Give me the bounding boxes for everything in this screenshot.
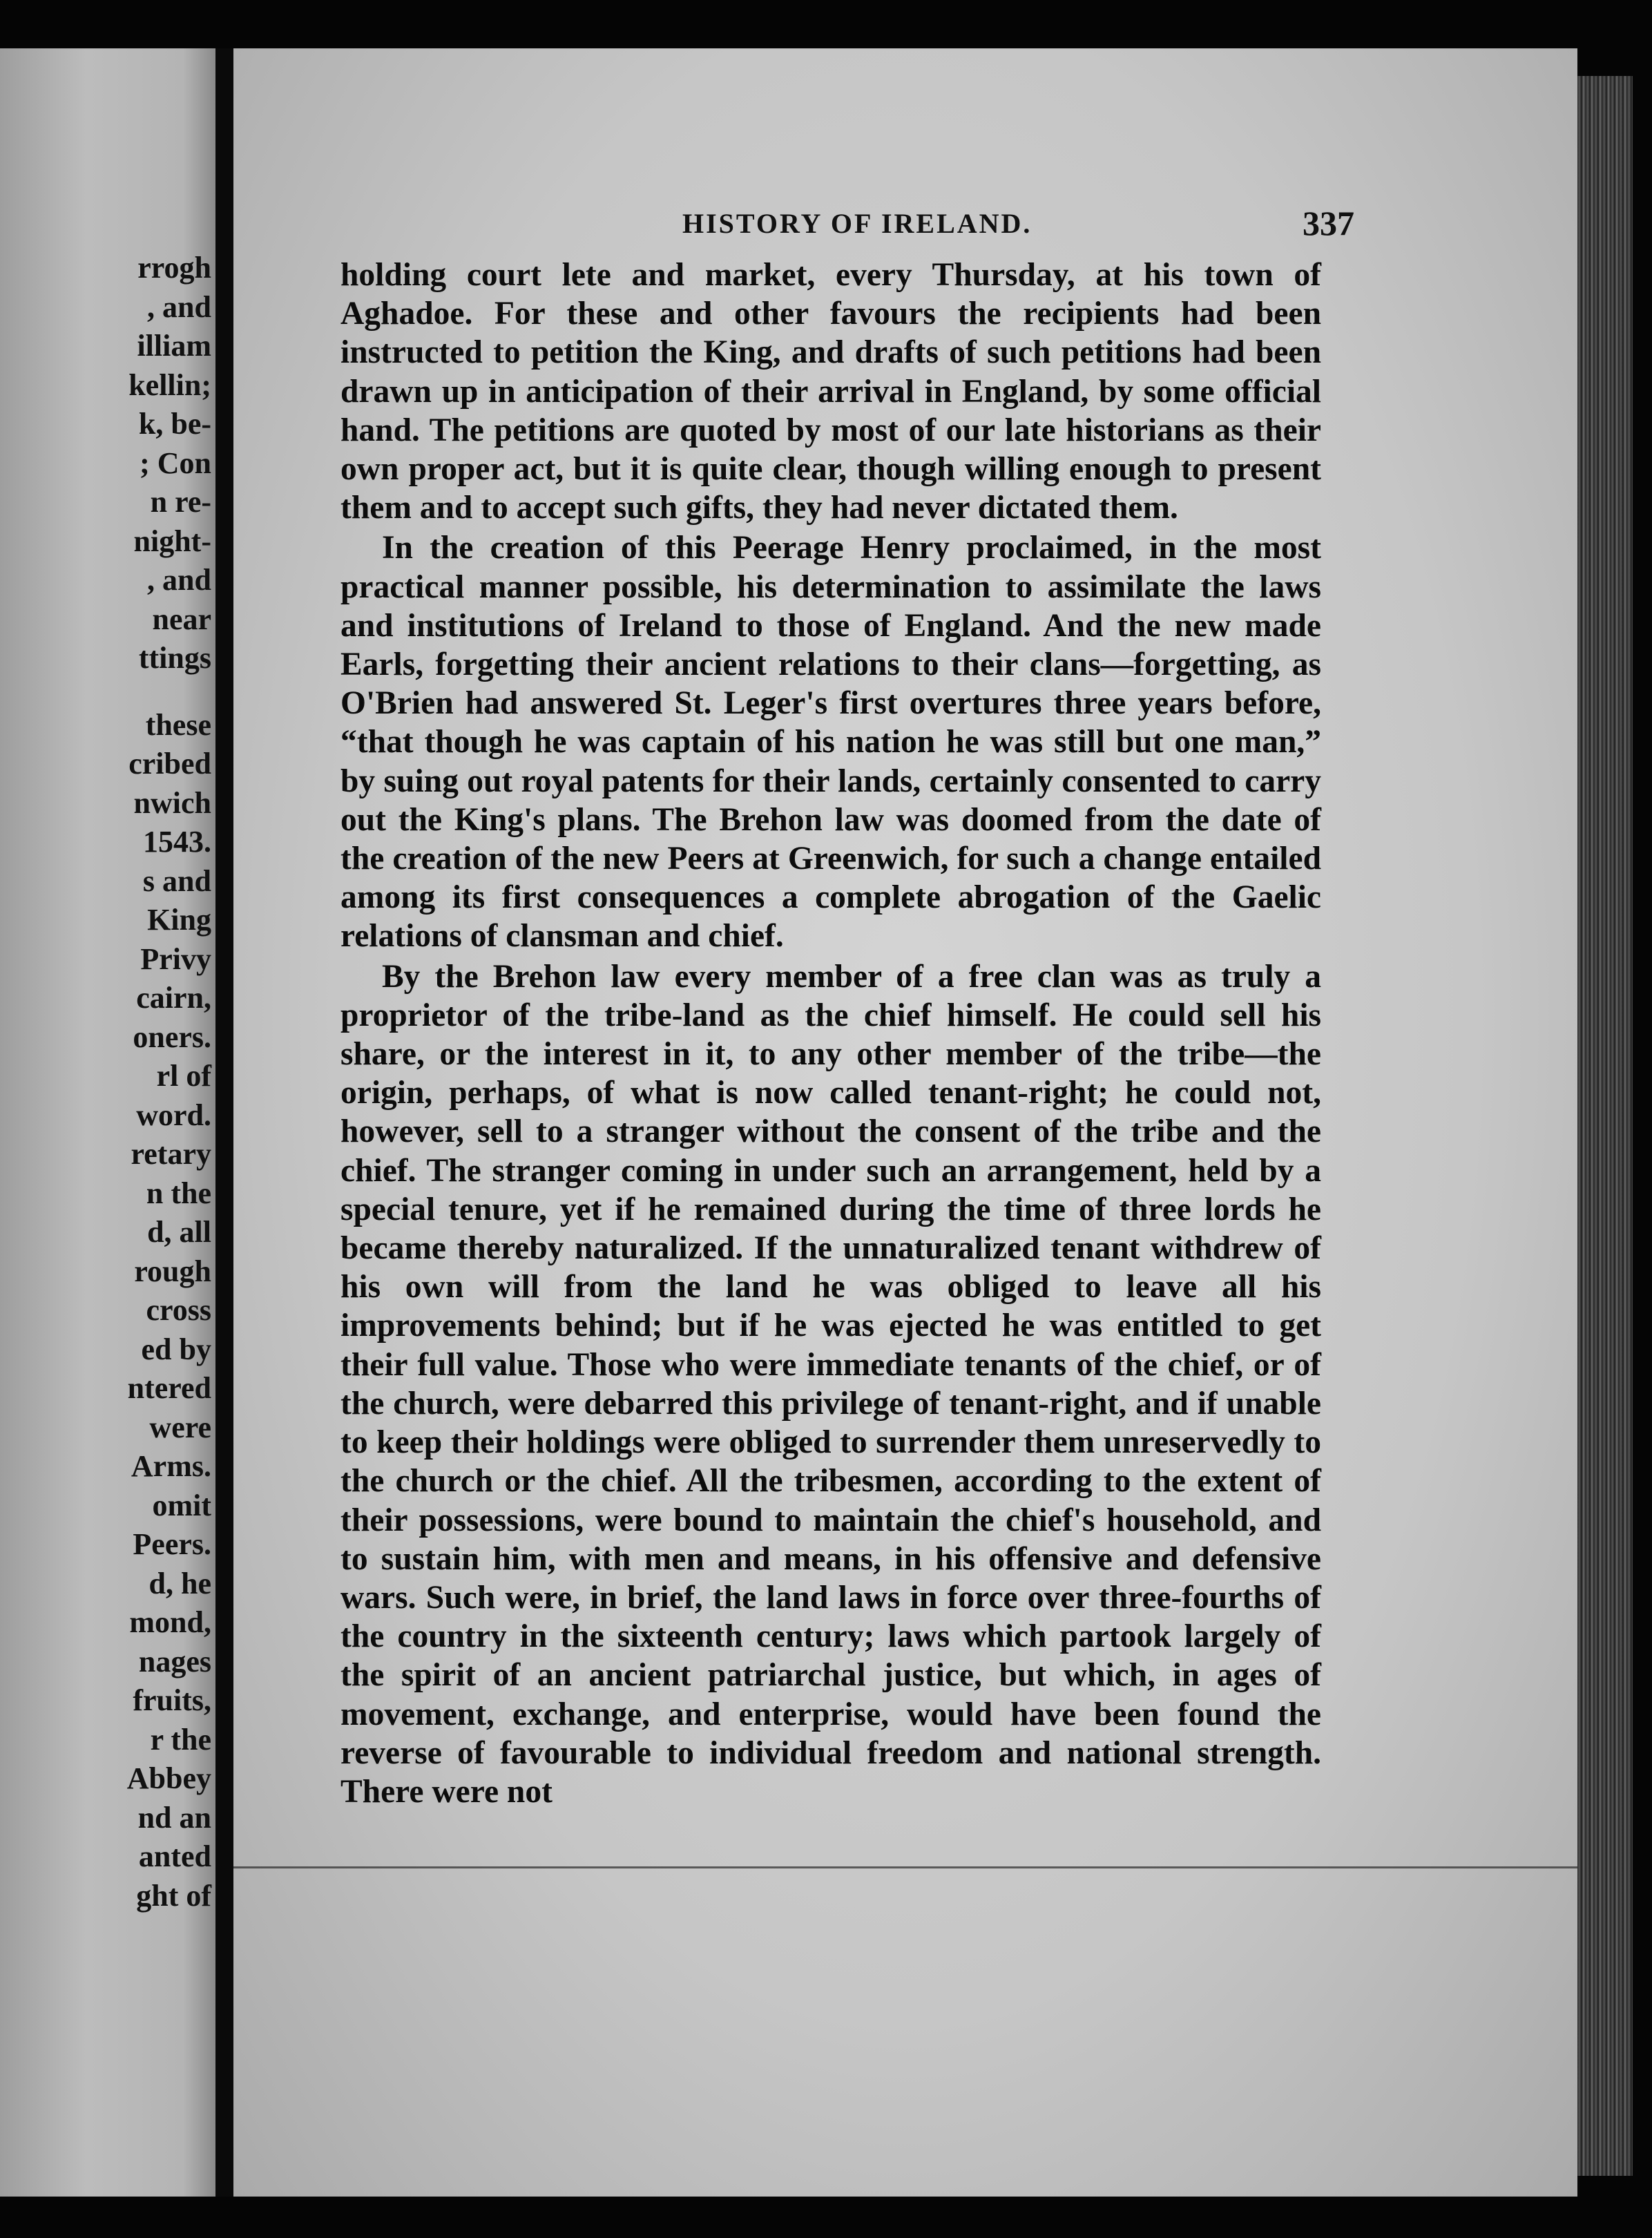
left-page-line: word. bbox=[136, 1098, 211, 1132]
left-page-line: ght of bbox=[136, 1878, 211, 1913]
page-header bbox=[233, 204, 1577, 249]
left-page-line: night- bbox=[133, 524, 211, 558]
left-page-line: oners. bbox=[133, 1020, 211, 1054]
page-edges bbox=[1577, 76, 1633, 2176]
running-head: HISTORY OF IRELAND. bbox=[682, 208, 1032, 239]
left-page-line: cairn, bbox=[136, 981, 211, 1015]
left-page-line: Abbey bbox=[126, 1761, 211, 1795]
left-page-line: kellin; bbox=[128, 367, 211, 402]
left-page-line: rl of bbox=[156, 1059, 211, 1093]
left-page-line: n the bbox=[146, 1176, 211, 1210]
left-page-line: Privy bbox=[140, 941, 211, 976]
left-page-line: these bbox=[145, 707, 211, 742]
left-page-line: were bbox=[149, 1410, 211, 1444]
left-page-line: illiam bbox=[137, 329, 211, 363]
left-page-line: ntered bbox=[127, 1371, 211, 1405]
left-page-line: anted bbox=[138, 1839, 211, 1873]
left-page-line: King bbox=[147, 903, 211, 937]
left-page-line: rough bbox=[134, 1254, 211, 1288]
left-page-line: nwich bbox=[133, 785, 211, 820]
left-page-line: s and bbox=[142, 863, 211, 898]
left-page-line: ttings bbox=[138, 641, 211, 675]
left-page-line: near bbox=[152, 602, 211, 636]
scan-artifact-line bbox=[233, 1866, 1577, 1868]
left-page-line: nages bbox=[138, 1644, 211, 1678]
left-page-line: cross bbox=[146, 1293, 211, 1327]
left-page-line: k, be- bbox=[138, 407, 211, 441]
paragraph-3: By the Brehon law every member of a free clan was as truly a proprietor of the tribe-land as the chief himself. He could sell his share, or the interest in it, to any other member of the tribe—the origin, perhaps, of what is now called tenant-right; he could not, however, sell to a stranger without the consent of the tribe and the chief. The stranger coming in under such an arrangement, held by a special tenure, yet if he remained during the time of three lords he became thereby naturalized. If the unnaturalized tenant withdrew of his own will from the land he was obliged to leave all his improvements behind; but if he was ejected he was entitled to get their full value. Those who were immediate tenants of the chief, or of the church, were debarred this privilege of tenant-right, and if unable to keep their holdings were obliged to surrender them unreservedly to the church or the chief. All the tribesmen, according to the extent of their possessions, were bound to maintain the chief's household, and to sustain him, with men and means, in his offensive and defensive wars. Such were, in brief, the land laws in force over three-fourths of the country in the sixteenth century; laws which partook largely of the spirit of an ancient patriarchal justice, but which, in ages of movement, exchange, and enterprise, would have been found the reverse of favourable to individual freedom and national strength. There were not bbox=[340, 958, 1321, 1810]
left-page-line: , and bbox=[147, 289, 211, 324]
left-page-line: retary bbox=[131, 1137, 211, 1171]
left-page-line: r the bbox=[150, 1722, 211, 1757]
left-page-line: d, he bbox=[148, 1566, 211, 1600]
paragraph-1: holding court lete and market, every Thursday, at his town of Aghadoe. For these and other favours the recipients had been instructed to petition the King, and drafts of such petitions had been drawn up in anticipation of their arrival in England, by some official hand. The petitions are quoted by most of our late historians as their own proper act, but it is quite clear, though willing enough to present them and to accept such gifts, they had never dictated them. bbox=[340, 257, 1321, 526]
left-page-line: cribed bbox=[128, 747, 211, 781]
left-page-line: Peers. bbox=[133, 1527, 211, 1561]
left-page-line: omit bbox=[152, 1488, 211, 1522]
book-page bbox=[233, 48, 1577, 2197]
page-number: 337 bbox=[1303, 204, 1354, 242]
page-body bbox=[340, 256, 1321, 1811]
left-page-line: , and bbox=[147, 563, 211, 597]
left-page-line: nd an bbox=[137, 1800, 211, 1835]
left-page-line: ; Con bbox=[140, 446, 211, 480]
left-page-line: 1543. bbox=[143, 825, 211, 859]
left-page-line: n re- bbox=[150, 485, 211, 519]
left-page-line bbox=[127, 678, 211, 706]
left-page-line-fragments bbox=[127, 249, 211, 1915]
left-page-line: mond, bbox=[129, 1605, 211, 1639]
left-page-line: d, all bbox=[147, 1215, 211, 1249]
left-page-line: rrogh bbox=[137, 251, 211, 285]
left-page-line: ed by bbox=[141, 1332, 211, 1366]
left-facing-page bbox=[0, 48, 215, 2197]
left-page-line: Arms. bbox=[131, 1449, 211, 1483]
paragraph-2: In the creation of this Peerage Henry proclaimed, in the most practical manner possible, his determination to assimilate the laws and institutions of Ireland to those of England. And the new made Earls, forgetting their ancient relations to their clans—forgetting, as O'Brien had answered St. Leger's first overtures three years before, “that though he was captain of his nation he was still but one man,” by suing out royal patents for their lands, certainly consented to carry out the King's plans. The Brehon law was doomed from the date of the creation of the new Peers at Greenwich, for such a change entailed among its first consequences a complete abrogation of the Gaelic relations of clansman and chief. bbox=[340, 530, 1321, 955]
left-page-line: fruits, bbox=[133, 1683, 211, 1717]
book-gutter bbox=[215, 48, 233, 2197]
